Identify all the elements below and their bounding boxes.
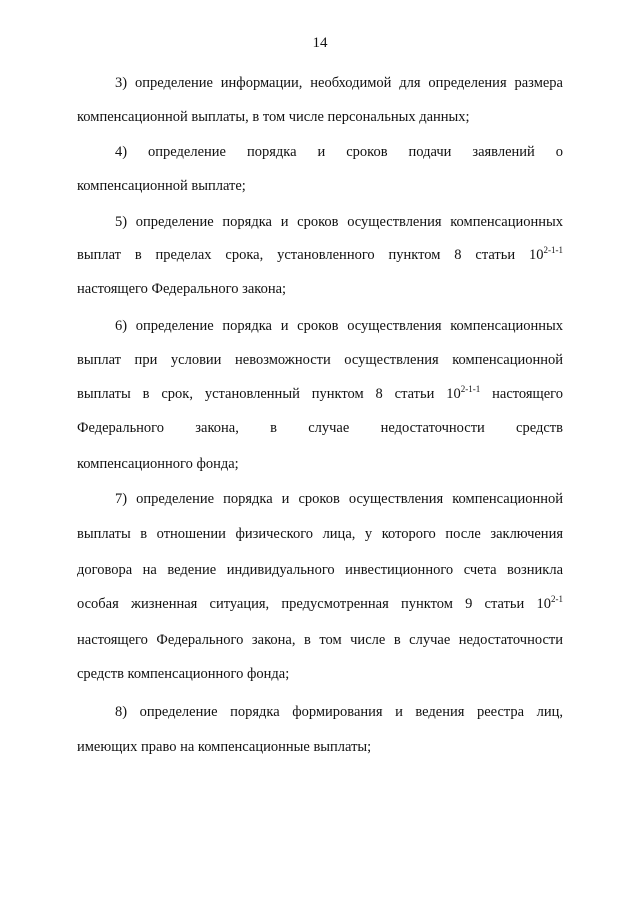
paragraph-7-line-3: договора на ведение индивидуального инвестиционного счета возникла: [77, 562, 563, 578]
paragraph-7-line-1: 7) определение порядка и сроков осуществления компенсационной: [115, 491, 563, 507]
paragraph-6-line-3-tail: настоящего: [492, 386, 563, 402]
paragraph-7-line-2: выплаты в отношении физического лица, у которого после заключения: [77, 526, 563, 542]
page-number: 14: [312, 35, 328, 51]
paragraph-4-line-1: 4) определение порядка и сроков подачи заявлений о: [115, 144, 563, 160]
paragraph-7-line-5: настоящего Федерального закона, в том числе в случае недостаточности: [77, 632, 563, 648]
paragraph-3-line-1: 3) определение информации, необходимой для определения размера: [115, 75, 563, 91]
article-superscript: 2-1-1: [543, 245, 563, 255]
paragraph-5-line-1: 5) определение порядка и сроков осуществления компенсационных: [115, 214, 563, 230]
paragraph-5-line-2-text: выплат в пределах срока, установленного пунктом 8 статьи 10: [77, 247, 544, 263]
paragraph-7-line-6: средств компенсационного фонда;: [77, 666, 290, 682]
paragraph-8-line-2: имеющих право на компенсационные выплаты;: [77, 739, 372, 755]
paragraph-8-line-1: 8) определение порядка формирования и ведения реестра лиц,: [115, 704, 563, 720]
paragraph-6-line-3: [77, 384, 563, 404]
paragraph-3-line-2: компенсационной выплаты, в том числе персональных данных;: [77, 109, 470, 125]
paragraph-5-line-3: настоящего Федерального закона;: [77, 281, 287, 297]
paragraph-6-line-5: компенсационного фонда;: [77, 456, 239, 472]
article-superscript: 2-1: [551, 594, 563, 604]
article-superscript: 2-1-1: [460, 384, 481, 394]
paragraph-5-line-2: [77, 245, 563, 265]
paragraph-7-line-4: [77, 594, 563, 614]
paragraph-4-line-2: компенсационной выплате;: [77, 178, 246, 194]
paragraph-6-line-4: Федерального закона, в случае недостаточности средств: [77, 420, 563, 436]
paragraph-6-line-1: 6) определение порядка и сроков осуществления компенсационных: [115, 318, 563, 334]
paragraph-7-line-4-text: особая жизненная ситуация, предусмотренная пунктом 9 статьи 10: [77, 596, 551, 612]
paragraph-6-line-2: выплат при условии невозможности осуществления компенсационной: [77, 352, 563, 368]
paragraph-6-line-3-text: выплаты в срок, установленный пунктом 8 статьи 10: [77, 386, 461, 402]
